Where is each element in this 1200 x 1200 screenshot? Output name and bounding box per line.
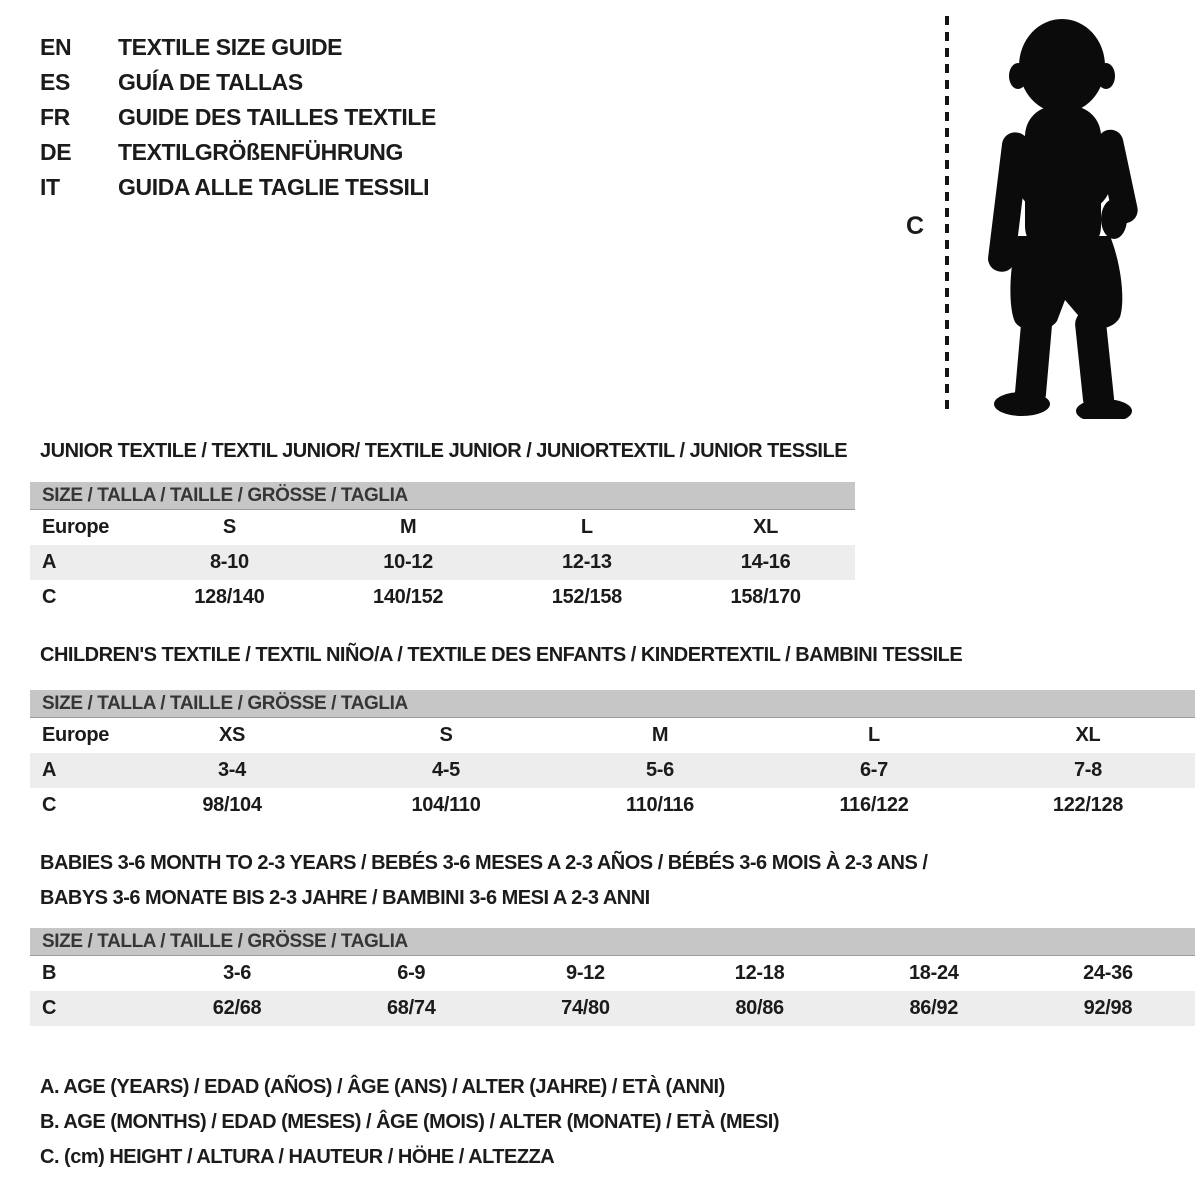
- legend-line-b: B. AGE (MONTHS) / EDAD (MESES) / ÂGE (MOIS) / ALTER (MONATE) / ETÀ (MESI): [40, 1111, 780, 1133]
- language-title: TEXTILE SIZE GUIDE: [118, 34, 343, 60]
- language-row: [40, 30, 436, 65]
- language-row: [40, 100, 436, 135]
- size-cell: L: [868, 724, 880, 746]
- value-cell: 10-12: [383, 551, 433, 573]
- size-cell: XL: [1075, 724, 1101, 746]
- section-heading-children: CHILDREN'S TEXTILE / TEXTIL NIÑO/A / TEXTILE DES ENFANTS / KINDERTEXTIL / BAMBINI TESSILE: [40, 644, 963, 666]
- size-cell: S: [222, 516, 236, 538]
- value-cell: 12-13: [562, 551, 612, 573]
- value-cell: 14-16: [740, 551, 791, 573]
- value-cell: 116/122: [839, 794, 909, 816]
- language-row: [40, 170, 436, 205]
- value-cell: 9-12: [566, 962, 605, 984]
- language-code: IT: [40, 174, 60, 200]
- value-cell: 6-7: [859, 759, 888, 781]
- value-cell: 80/86: [735, 997, 784, 1019]
- table-row: [30, 718, 1195, 753]
- section-heading-babies: [40, 846, 927, 916]
- legend-line-c: C. (cm) HEIGHT / ALTURA / HAUTEUR / HÖHE / ALTEZZA: [40, 1146, 555, 1168]
- children-size-table: [30, 690, 1195, 823]
- language-list: [40, 30, 436, 205]
- value-cell: 158/170: [730, 586, 801, 608]
- value-cell: 18-24: [908, 962, 959, 984]
- value-cell: 4-5: [431, 759, 460, 781]
- section-heading-junior: JUNIOR TEXTILE / TEXTIL JUNIOR/ TEXTILE JUNIOR / JUNIORTEXTIL / JUNIOR TESSILE: [40, 440, 848, 462]
- language-code: ES: [40, 69, 70, 95]
- value-cell: 7-8: [1073, 759, 1102, 781]
- size-cell: XL: [753, 516, 779, 538]
- language-row: [40, 65, 436, 100]
- value-cell: 104/110: [411, 794, 481, 816]
- row-label: A: [42, 551, 57, 573]
- size-header-bar: [30, 482, 855, 510]
- value-cell: 74/80: [561, 997, 610, 1019]
- table-row: [30, 788, 1195, 823]
- language-code: EN: [40, 34, 72, 60]
- section-heading-babies-line2: BABYS 3-6 MONATE BIS 2-3 JAHRE / BAMBINI 3-6 MESI A 2-3 ANNI: [40, 887, 650, 909]
- size-cell: L: [580, 516, 593, 538]
- size-header-bar: [30, 690, 1195, 718]
- language-title: GUIDE DES TAILLES TEXTILE: [118, 104, 436, 130]
- size-cell: S: [439, 724, 453, 746]
- table-row: [30, 545, 855, 580]
- size-cell: M: [399, 516, 417, 538]
- junior-size-table: [30, 482, 855, 615]
- size-header-bar: [30, 928, 1195, 956]
- table-row: [30, 510, 855, 545]
- legend-line-a: A. AGE (YEARS) / EDAD (AÑOS) / ÂGE (ANS) / ALTER (JAHRE) / ETÀ (ANNI): [40, 1076, 725, 1098]
- row-label: C: [42, 794, 57, 816]
- language-row: [40, 135, 436, 170]
- language-title: GUIDA ALLE TAGLIE TESSILI: [118, 174, 430, 200]
- value-cell: 12-18: [734, 962, 785, 984]
- language-code: FR: [40, 104, 70, 130]
- value-cell: 122/128: [1052, 794, 1124, 816]
- table-row: [30, 753, 1195, 788]
- height-dashed-line: [945, 16, 949, 414]
- value-cell: 6-9: [397, 962, 426, 984]
- value-cell: 68/74: [386, 997, 436, 1019]
- value-cell: 98/104: [202, 794, 262, 816]
- legend: [40, 1070, 779, 1175]
- language-title: GUÍA DE TALLAS: [118, 69, 303, 95]
- row-label: Europe: [42, 516, 110, 538]
- value-cell: 8-10: [209, 551, 249, 573]
- value-cell: 152/158: [551, 586, 622, 608]
- size-header-label: SIZE / TALLA / TAILLE / GRÖSSE / TAGLIA: [42, 930, 408, 952]
- value-cell: 92/98: [1083, 997, 1133, 1019]
- babies-size-table: [30, 928, 1195, 1026]
- value-cell: 62/68: [212, 997, 262, 1019]
- value-cell: 5-6: [645, 759, 674, 781]
- table-row: [30, 956, 1195, 991]
- size-header-label: SIZE / TALLA / TAILLE / GRÖSSE / TAGLIA: [42, 692, 408, 714]
- value-cell: 3-6: [223, 962, 252, 984]
- baby-silhouette-icon: [962, 14, 1167, 419]
- value-cell: 110/116: [626, 794, 694, 816]
- value-cell: 128/140: [194, 586, 265, 608]
- section-heading-babies-line1: BABIES 3-6 MONTH TO 2-3 YEARS / BEBÉS 3-6 MESES A 2-3 AÑOS / BÉBÉS 3-6 MOIS À 2-3 ANS /: [40, 852, 928, 874]
- row-label: B: [42, 962, 57, 984]
- value-cell: 140/152: [373, 586, 444, 608]
- size-header-label: SIZE / TALLA / TAILLE / GRÖSSE / TAGLIA: [42, 484, 408, 506]
- row-label: C: [42, 997, 57, 1019]
- table-row: [30, 991, 1195, 1026]
- language-title: TEXTILGRÖßENFÜHRUNG: [118, 139, 403, 165]
- row-label: A: [42, 759, 57, 781]
- size-cell: XS: [218, 724, 246, 746]
- row-label: Europe: [42, 724, 110, 746]
- row-label: C: [42, 586, 57, 608]
- value-cell: 86/92: [909, 997, 959, 1019]
- language-code: DE: [40, 139, 72, 165]
- height-label-c: C: [906, 212, 925, 240]
- value-cell: 3-4: [217, 759, 246, 781]
- size-cell: M: [651, 724, 669, 746]
- value-cell: 24-36: [1083, 962, 1133, 984]
- table-row: [30, 580, 855, 615]
